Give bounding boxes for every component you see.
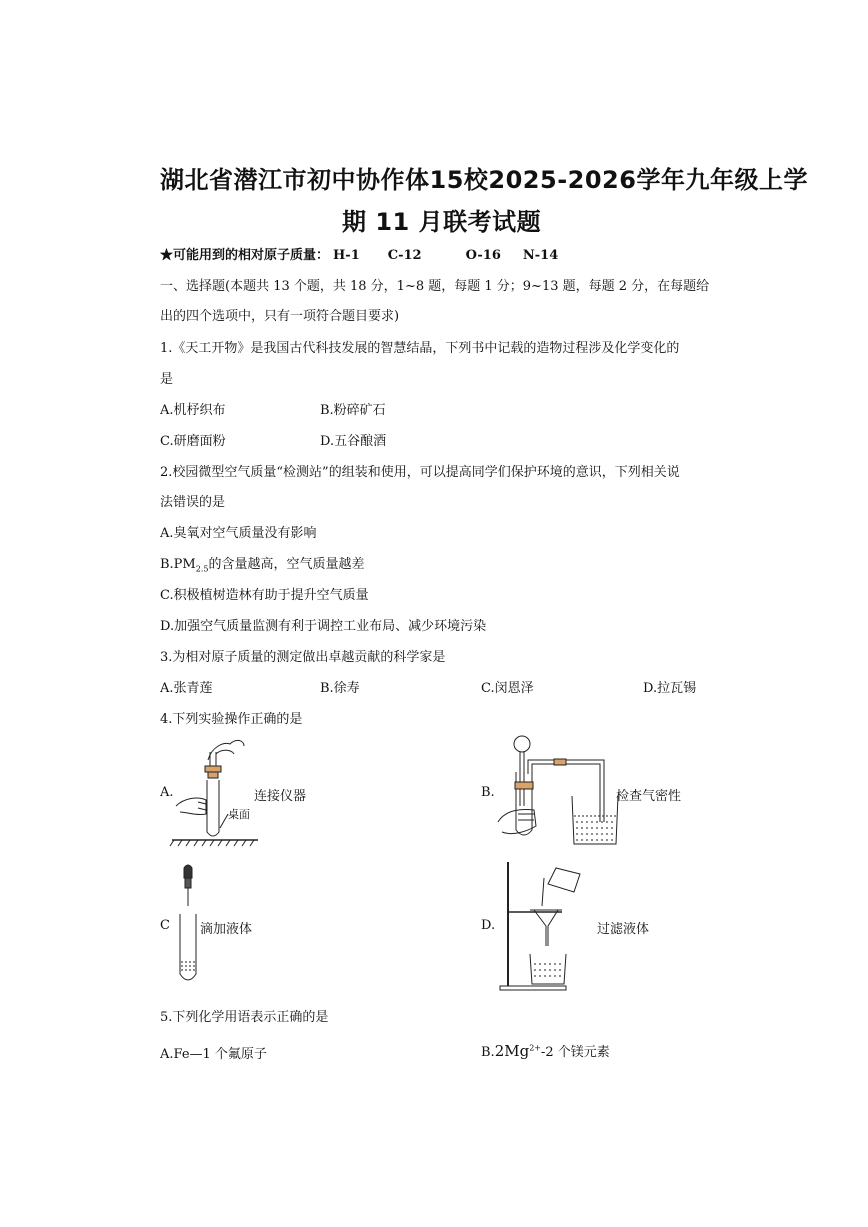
atomic-mass-label: [160, 244, 558, 263]
section-heading-line2: 出的四个选项中，只有一项符合题目要求): [160, 309, 400, 324]
q2-option-a[interactable]: A.臭氧对空气质量没有影响: [160, 526, 317, 541]
q3-option-a[interactable]: A.张青莲: [160, 681, 213, 696]
q2-stem-line1: 2.校园微型空气质量“检测站”的组装和使用，可以提高同学们保护环境的意识，下列相关说: [160, 465, 680, 480]
q4-option-d-letter[interactable]: D.: [481, 918, 496, 933]
q4-option-b-figure: [494, 732, 624, 850]
atomic-mass-c: C-12: [387, 248, 422, 263]
q5-option-b-sup: 2+: [529, 1043, 541, 1053]
q4-option-a-table-label: 桌面: [228, 808, 250, 821]
q1-stem-line2: 是: [160, 372, 174, 387]
q1-stem-line1: 1.《天工开物》是我国古代科技发展的智慧结晶，下列书中记载的造物过程涉及化学变化的: [160, 341, 680, 356]
q4-option-a-label: 连接仪器: [254, 789, 307, 804]
q4-option-d-label: 过滤液体: [597, 922, 650, 937]
q4-option-c-letter[interactable]: C: [160, 918, 170, 933]
atomic-mass-heading: ★可能用到的相对原子质量：: [160, 248, 330, 263]
atomic-mass-n: N-14: [522, 248, 559, 263]
page-title-line2: 期 11 月联考试题: [342, 208, 542, 236]
q1-option-c[interactable]: C.研磨面粉: [160, 434, 226, 449]
q2-option-d[interactable]: D.加强空气质量监测有利于调控工业布局、减少环境污染: [160, 619, 487, 634]
section-heading-line1: 一、选择题(本题共 13 个题，共 18 分，1~8 题，每题 1 分；9~13 题，每题 2 分，在每题给: [160, 279, 710, 294]
q1-option-a[interactable]: A.机杼织布: [160, 403, 226, 418]
q5-option-b-pre: B.: [481, 1045, 495, 1060]
q2-stem-line2: 法错误的是: [160, 495, 226, 510]
q4-option-b-label: 检查气密性: [616, 789, 682, 804]
q4-option-b-letter[interactable]: B.: [481, 785, 495, 800]
q2-option-c[interactable]: C.积极植树造林有助于提升空气质量: [160, 588, 369, 603]
q4-option-a-figure: [172, 732, 262, 852]
q2-option-b[interactable]: [160, 553, 365, 574]
q5-option-b[interactable]: [481, 1041, 610, 1060]
q4-option-a-letter[interactable]: A.: [160, 785, 174, 800]
q4-option-d-figure: [500, 860, 594, 994]
q3-option-b[interactable]: B.徐寿: [320, 681, 360, 696]
q5-stem: 5.下列化学用语表示正确的是: [160, 1010, 329, 1025]
q4-stem: 4.下列实验操作正确的是: [160, 712, 303, 727]
q5-option-a[interactable]: A.Fe—1 个氟原子: [160, 1047, 267, 1062]
q3-stem: 3.为相对原子质量的测定做出卓越贡献的科学家是: [160, 650, 446, 665]
atomic-mass-h: H-1: [333, 248, 360, 263]
q1-option-d[interactable]: D.五谷酿酒: [320, 434, 387, 449]
q3-option-c[interactable]: C.闵恩泽: [481, 681, 534, 696]
q5-option-b-formula: 2Mg: [494, 1042, 530, 1060]
q3-option-d[interactable]: D.拉瓦锡: [643, 681, 697, 696]
q1-option-b[interactable]: B.粉碎矿石: [320, 403, 386, 418]
q2-option-b-sub: 2.5: [195, 564, 209, 574]
atomic-mass-o: O-16: [465, 248, 501, 263]
page-title-line1: 湖北省潜江市初中协作体15校2025-2026学年九年级上学: [160, 166, 808, 194]
q5-option-b-post: -2 个镁元素: [541, 1045, 610, 1060]
q2-option-b-pre: B.PM: [160, 557, 196, 572]
q4-option-c-label: 滴加液体: [200, 922, 253, 937]
q2-option-b-post: 的含量越高，空气质量越差: [208, 557, 365, 572]
